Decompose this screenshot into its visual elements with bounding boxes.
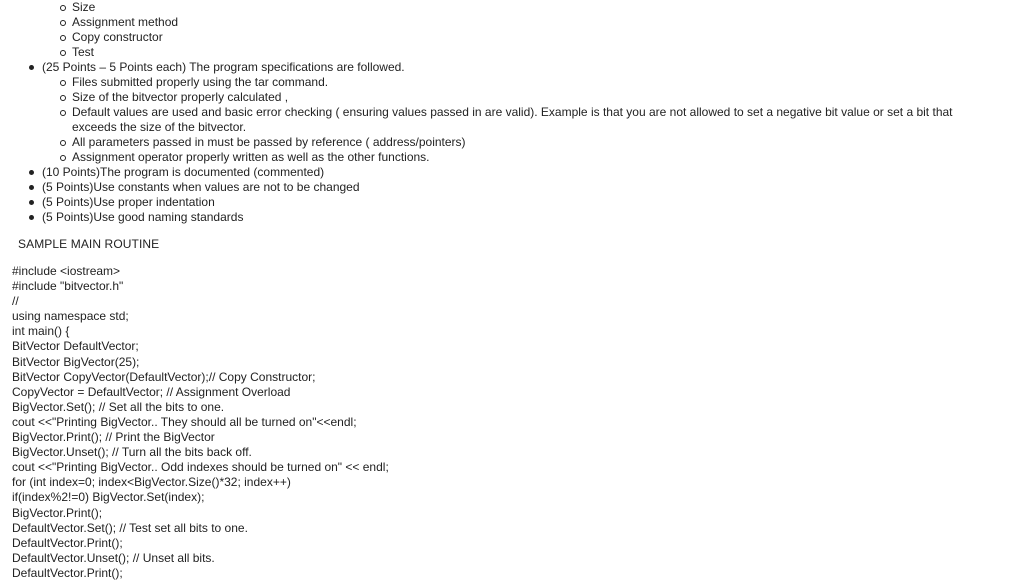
list-item-specifications: (25 Points – 5 Points each) The program specifications are followed. — [42, 60, 1002, 75]
code-line: DefaultVector.Print(); — [12, 535, 123, 550]
code-line: if(index%2!=0) BigVector.Set(index); — [12, 490, 205, 505]
code-line: cout <<"Printing BigVector.. Odd indexes should be turned on" << endl; — [12, 460, 389, 475]
list-item: Test — [72, 45, 982, 60]
code-line: BitVector DefaultVector; — [12, 339, 139, 354]
list-item-constants: (5 Points)Use constants when values are not to be changed — [42, 180, 1002, 195]
code-block — [12, 264, 389, 581]
top-sub-list — [72, 0, 982, 60]
list-item-indentation: (5 Points)Use proper indentation — [42, 195, 1002, 210]
code-line: CopyVector = DefaultVector; // Assignment Overload — [12, 384, 291, 399]
code-line: BigVector.Set(); // Set all the bits to one. — [12, 399, 225, 414]
list-item: Assignment method — [72, 15, 982, 30]
code-line: BigVector.Unset(); // Turn all the bits back off. — [12, 445, 252, 460]
code-line: for (int index=0; index<BigVector.Size()*32; index++) — [12, 475, 291, 490]
sample-routine-heading: SAMPLE MAIN ROUTINE — [18, 237, 160, 251]
code-line: BigVector.Print(); — [12, 505, 103, 520]
code-line: #include <iostream> — [12, 264, 121, 278]
code-line: BitVector CopyVector(DefaultVector);// Copy Constructor; — [12, 369, 316, 384]
code-line: DefaultVector.Unset(); // Unset all bits. — [12, 550, 215, 565]
grading-list — [42, 60, 1002, 75]
code-line: using namespace std; — [12, 309, 129, 324]
spec-sub-list — [72, 75, 982, 165]
list-item: Size — [72, 0, 982, 15]
list-item: Assignment operator properly written as well as the other functions. — [72, 150, 982, 165]
code-line: int main() { — [12, 324, 70, 339]
code-line: BitVector BigVector(25); — [12, 354, 140, 369]
code-line: // — [12, 294, 19, 309]
list-item-documented: (10 Points)The program is documented (commented) — [42, 165, 1002, 180]
list-item: Size of the bitvector properly calculated , — [72, 90, 982, 105]
other-grading-list — [42, 165, 1002, 225]
list-item-naming: (5 Points)Use good naming standards — [42, 210, 1002, 225]
code-line: BigVector.Print(); // Print the BigVector — [12, 430, 215, 445]
code-line: #include "bitvector.h" — [12, 279, 124, 294]
list-item: Default values are used and basic error checking ( ensuring values passed in are valid). Example is that you are not allowed to set a negative bit value or set a bit that exceeds the size of the bitvector. — [72, 105, 982, 135]
list-item: All parameters passed in must be passed by reference ( address/pointers) — [72, 135, 982, 150]
code-line: cout <<"Printing BigVector.. They should all be turned on"<<endl; — [12, 414, 357, 429]
code-line: DefaultVector.Set(); // Test set all bits to one. — [12, 520, 248, 535]
list-item: Copy constructor — [72, 30, 982, 45]
list-item: Files submitted properly using the tar command. — [72, 75, 982, 90]
code-line: DefaultVector.Print(); — [12, 565, 123, 580]
